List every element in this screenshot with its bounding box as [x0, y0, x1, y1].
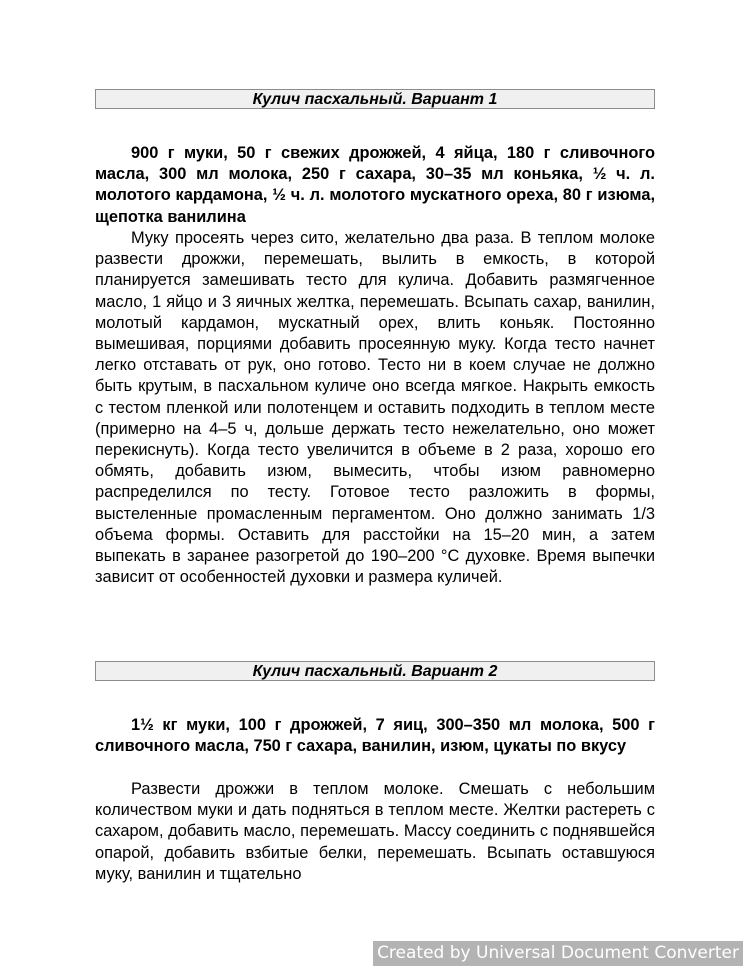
recipe-2-ingredients: 1½ кг муки, 100 г дрожжей, 7 яиц, 300–350 мл молока, 500 г сливочного масла, 750 г сахара, ванилин, изюм, цукаты по вкусу: [95, 716, 655, 756]
recipe-1-instructions: Муку просеять через сито, желательно два раза. В теплом молоке развести дрожжи, перемешать, вылить в емкость, в которой планируется замешивать тесто для кулича. Добавить размягченное масло, 1 яйцо и 3 яичных желтка, перемешать. Всыпать сахар, ванилин, молотый кардамон, мускатный орех, влить коньяк. Постоянно вымешивая, порциями добавить просеянную муку. Когда тесто начнет легко отставать от рук, оно готово. Тесто ни в коем случае не должно быть крутым, в пасхальном куличе оно всегда мягкое. Накрыть емкость с тестом пленкой или полотенцем и оставить подходить в теплом месте (примерно на 4–5 ч, дольше держать тесто нежелательно, оно может перекиснуть). Когда тесто увеличится в объеме в 2 раза, хорошо его обмять, добавить изюм, вымесить, чтобы изюм равномерно распределился по тесту. Готовое тесто разложить в формы, выстеленные промасленным пергаментом. Оно должно занимать 1/3 объема формы. Оставить для расстойки на 15–20 мин, а затем выпекать в заранее разогретой до 190–200 °С духовке. Время выпечки зависит от особенностей духовки и размера куличей.: [95, 229, 655, 587]
recipe-1-ingredients: 900 г муки, 50 г свежих дрожжей, 4 яйца, 180 г сливочного масла, 300 мл молока, 250 г сахара, 30–35 мл коньяка, ½ ч. л. молотого кардамона, ½ ч. л. молотого мускатного ореха, 80 г изюма, щепотка ванилина: [95, 144, 655, 226]
recipe-1-title: Кулич пасхальный. Вариант 1: [95, 89, 655, 109]
recipe-2-title: Кулич пасхальный. Вариант 2: [95, 661, 655, 681]
recipe-2-instructions: Развести дрожжи в теплом молоке. Смешать с небольшим количеством муки и дать подняться в теплом месте. Желтки растереть с сахаром, добавить масло, перемешать. Массу соединить с поднявшейся опарой, добавить взбитые белки, перемешать. Всыпать оставшуюся муку, ванилин и тщательно: [95, 780, 655, 883]
converter-watermark: Created by Universal Document Converter: [373, 941, 743, 966]
